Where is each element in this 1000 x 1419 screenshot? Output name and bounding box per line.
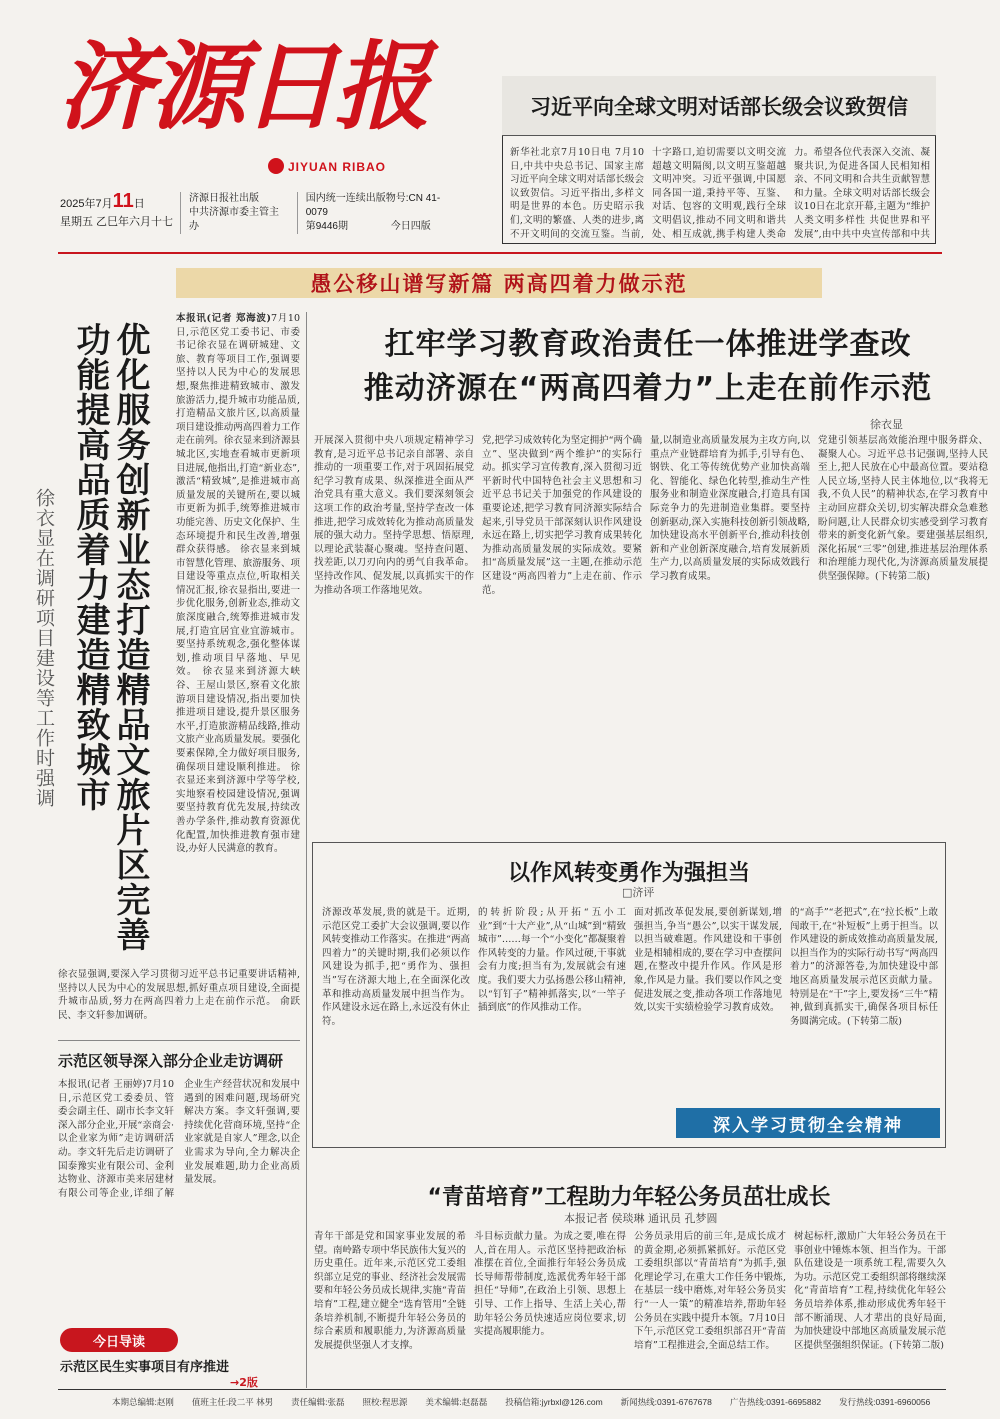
guide-page-ref-label: 2版 (239, 1376, 258, 1389)
left-story-editor: 俞跃民、李文轩参加调研。 (58, 996, 300, 1021)
top-story-col3: 力。希望各位代表深入交流、凝聚共识,为促进各国人民相知相亲、不同文明和合共生贡献智慧和力量。全球文明对话部长级会议10日在北京开幕,主题为“维护人类文明多样性 共促世界和平发展”,由中共中央宣传部和中共 (794, 147, 930, 240)
bottom-story-headline: “青苗培育”工程助力年轻公务员茁壮成长 (427, 1185, 831, 1210)
weekday-lunar: 星期五 乙巳年六月十七 (60, 216, 174, 228)
commentary-col1: 济源改革发展,贵的就是干。近期,示范区党工委扩大会议强调,要以作风转变推动工作落实。在推进“两高四着力”的关键时期,我们必须以作风建设为抓手,把“勇作为、强担当”写在济源大地上,在全面深化改革和推动高质量发展中担当作为。作风建设永远在路上,永远没有休止符。 (322, 907, 470, 1027)
date-prefix: 2025年7月 (60, 198, 113, 210)
bottom-story-col4: 树起标杆,激励广大年轻公务员在干事创业中锤炼本领、担当作为。干部队伍建设是一项系统工程,需要久久为功。示范区党工委组织部将继续深化“青苗培育”工程,持续优化年轻公务员培养体系,推动形成优秀年轻干部不断涌现、人才辈出的良好局面,为加快建设中部地区高质量发展示范区提供坚强组织保证。(下转第二版) (794, 1231, 946, 1351)
footer-chief: 本期总编辑:赵刚 (112, 1397, 174, 1407)
footer-ad-tel: 广告热线:0391-6695882 (729, 1397, 822, 1407)
footer (0, 1392, 1000, 1412)
commentary-headline: 以作风转变勇作为强担当 (507, 861, 750, 886)
issue-date (60, 190, 173, 229)
newspaper-pinyin: JIYUAN RIBAO (288, 160, 387, 174)
study-tag: 深入学习贯彻全会精神 (676, 1108, 940, 1138)
top-story-col1: 新华社北京7月10日电 7月10日,中共中央总书记、国家主席习近平向全球文明对话部长级会议致贺信。习近平指出,多样文明是世界的本色。历史昭示我们,文明的繁盛、人类的进步,离不开文明间的交流互鉴。当前, (510, 147, 644, 240)
left-story-body5: 徐衣显强调,要深入学习贯彻习近平总书记重要讲话精神,坚持以人民为中心的发展思想,抓好重点项目建设,全面提升城市品质,努力在两高四着力上走在前作示范。 (58, 969, 300, 1008)
left-story-body-bottom (58, 968, 300, 1028)
left-story-body3: 徐衣显来到济源大峡谷、王屋山景区,察看文化旅游项目建设情况,指出要加快推进项目建设,提升景区服务水平,打造旅游精品线路,推动文旅产业高质量发展。要强化要素保障,全力做好项目服务,确保项目建设顺利推进。 (176, 666, 300, 773)
header-divider (58, 252, 942, 254)
top-story-col2: 十字路口,迫切需要以文明交流超越文明隔阂,以文明互鉴超越文明冲突。习近平强调,中国愿同各国一道,秉持平等、互鉴、对话、包容的文明观,践行全球文明倡议,推动不同文明和谐共处、相互成就,携手构建人类命 (652, 147, 786, 240)
page-count: 今日四版 (390, 221, 431, 232)
commentary-col2: 的转折阶段;从开拓“五小工业”到“十大产业”,从“山城”到“精致城市”……每一个“小变化”都凝聚着作风转变的力量。作风过硬,干事就会有力度;担当有为,发展就会有速度。我们要大力弘扬愚公移山精神,以“钉钉子”精神抓落实,以“一竿子插到底”的作风推动工作。 (478, 907, 626, 1014)
guide-item[interactable] (60, 1356, 229, 1375)
left-story-body-top (176, 312, 300, 952)
publisher-cell (180, 192, 297, 234)
left-small-body: 本报讯(记者 王丽婷)7月10日,示范区党工委委员、管委会副主任、副市长李文轩深入部分企业,开展“亲商会·以企业家为师”走访调研活动。李文轩先后走访调研了国泰豫实业有限公司、金利达物业、济源市美来居建材有限公司等企业,详细了解企业生产经营状况和发展中遇到的困难问题,现场研究解决方案。李文轩强调,要持续优化营商环境,坚持“企业家就是自家人”理念,以企业需求为导向,全力解决企业发展难题,助力企业高质量发展。 (58, 1079, 300, 1199)
bottom-story-col1: 青年干部是党和国家事业发展的希望。南岭路专项中华民族伟大复兴的历史重任。近年来,示范区党工委组织部立足党的事业、经济社会发展需要和年轻公务员成长规律,实施“青苗培育”工程,建立健全“选育管用”全链条培养机制,不断提升年轻公务员的综合素质和履职能力,为济源高质量发展提供坚强人才支撑。 (314, 1231, 466, 1351)
bottom-story-col3: 公务员录用后的前三年,是成长成才的黄金期,必须抓紧抓好。示范区党工委组织部以“青苗培育”为抓手,强化理论学习,在重大工作任务中锻炼,在基层一线中磨炼,对年轻公务员实行“一人一策”的精准培养,帮助年轻公务员在实践中提升本领。7月10日下午,示范区党工委组织部召开“青苗培育”工程推进会,全面总结工作。 (634, 1231, 786, 1351)
left-small-headline: 示范区领导深入部分企业走访调研 (58, 1052, 284, 1070)
left-story-headline (60, 322, 150, 962)
date-day: 11 (112, 190, 134, 212)
main-headline-line2: 推动济源在“两高四着力”上走在前作示范 (363, 371, 933, 406)
guide-tag-label: 今日导读 (92, 1334, 145, 1350)
left-story-subtitle: 徐衣显在调研项目建设等工作时强调 (33, 488, 55, 808)
main-headline-line1: 扛牢学习教育政治责任一体推进学查改 (384, 327, 912, 362)
footer-divider (58, 1389, 946, 1390)
footer-editor: 责任编辑:张磊 (291, 1397, 345, 1407)
footer-art: 美术编辑:赵磊磊 (425, 1397, 488, 1407)
column-divider (306, 312, 307, 1388)
main-story-headline (308, 323, 988, 411)
main-story-author: 徐衣显 (870, 418, 903, 431)
issue-number: 第9446期 (305, 221, 348, 232)
main-story-col3: 量,以制造业高质量发展为主攻方向,以重点产业链群培育为抓手,引导有色、钢铁、化工等传统优势产业加快高端化、智能化、绿色化转型,推动生产性服务业和制造业深度融合,打造具有国际竞争力的先进制造业集群。要坚持创新驱动,深入实施科技创新引领战略,加快建设高水平创新平台,推动科技创新和产业创新深度融合,培育发展新质生产力,以高质量发展的实际成效践行学习教育成果。 (650, 435, 810, 582)
newspaper-logo-icon (268, 158, 284, 174)
left-story-body4: 徐衣显还来到济源中学等学校,实地察看校园建设情况,强调要坚持教育优先发展,持续改善办学条件,推动教育资源优化配置,加快推进教育强市建设,办好人民满意的教育。 (176, 761, 300, 855)
main-story-col1: 开展深入贯彻中央八项规定精神学习教育,是习近平总书记亲自部署、亲自推动的一项重要工作,对于巩固拓展党纪学习教育成果、纵深推进全面从严治党具有重大意义。我们要深刻领会这项工作的政治考量,坚持学查改一体推进,把学习成效转化为推动高质量发展的强大动力。坚持学思想、悟原理,以理论武装凝心聚魂。坚持查问题、找差距,以刀刃向内的勇气自我革命。坚持改作风、促发展,以真抓实干的作为推动各项工作落地见效。 (314, 435, 474, 596)
commentary-author: □济评 (622, 886, 655, 899)
left-divider (58, 1040, 300, 1041)
commentary-col4: 的“高手”“老把式”,在“拉长板”上敢闯敢干,在“补短板”上勇于担当。以作风建设的新成效推动高质量发展,以担当作为的实际行动书写“两高四着力”的济源答卷,为加快建设中部地区高质量发展示范区贡献力量。特别是在“干”字上,要发扬“三牛”精神,做到真抓实干,确保各项目标任务圆满完成。(下转第二版) (790, 907, 938, 1027)
guide-page-ref[interactable] (230, 1374, 258, 1390)
cn-number: 国内统一连续出版物号:CN 41-0079 (305, 193, 441, 218)
arrow-right-icon: → (230, 1376, 240, 1389)
left-story-body2: 徐衣显来到城市智慧化管理、旅游服务、项目建设等重点点位,听取相关情况汇报,徐衣显指出,要进一步优化服务,创新业态,推动文旅深度融合,统筹推进城市发展,打造宜居宜业宜游城市。要坚持系统观念,强化整体谋划,推动项目早落地、早见效。 (176, 544, 300, 678)
left-story-byline: 本报讯(记者 郑海波) (176, 313, 272, 324)
left-story-body1: 7月10日,示范区党工委书记、市委书记徐衣显在调研城建、文旅、教育等项目工作,强调要坚持以人民为中心的发展思想,聚焦推进精致城市、激发旅游活力,提升城市功能品质,打造精品文旅片区,以高质量项目建设推动两高四着力工作走在前列。徐衣显来到济源县城北区,实地查看城市更新项目进展,他指出,打造“新业态”,激活“精致城”,是推进城市高质量发展的关键所在,要以城市更新为抓手,统筹推进城市功能完善、历史文化保护、生态环境提升和民生改善,增强群众获得感。 (176, 313, 300, 556)
guide-item-title: 示范区民生实事项目有序推进 (60, 1360, 230, 1375)
date-suffix: 日 (133, 198, 145, 210)
left-headline-line2: 优化服务创新业态打造精品文旅片区 (110, 322, 150, 882)
left-headline-line1: 完善功能提高品质着力建造精致城市 (70, 322, 150, 952)
cn-cell (297, 192, 470, 234)
main-story-col4: 党建引领基层高效能治理中服务群众、凝聚人心。习近平总书记强调,坚持人民至上,把人民放在心中最高位置。要站稳人民立场,坚持人民主体地位,以“我将无我,不负人民”的精神状态,在学习教育中主动回应群众关切,切实解决群众急难愁盼问题,让人民群众切实感受到学习教育带来的新变化新气象。要建强基层组织,深化拓展“三零”创建,推进基层治理体系和治理能力现代化,为济源高质量发展提供坚强保障。(下转第二版) (818, 435, 988, 582)
top-story-headline: 习近平向全球文明对话部长级会议致贺信 (502, 76, 936, 136)
main-story-col2: 党,把学习成效转化为坚定拥护“两个确立”、坚决做到“两个维护”的实际行动。抓实学习宣传教育,深入贯彻习近平新时代中国特色社会主义思想和习近平总书记关于加强党的作风建设的重要论述,把学习教育同济源实际结合起来,引导党员干部深刻认识作风建设永远在路上,切实把学习教育成果转化为推动高质量发展的实际成效。要紧扣“高质量发展”这一主题,在推动示范区建设“两高四着力”上走在前、作示范。 (482, 435, 642, 596)
newspaper-title: 济源日报 (58, 30, 426, 143)
publisher-line1: 济源日报社出版 (189, 193, 259, 204)
publisher-line2: 中共济源市委主管主办 (189, 207, 279, 232)
issue-info (180, 192, 470, 234)
theme-banner: 愚公移山谱写新篇 两高四着力做示范 (176, 268, 822, 298)
bottom-story-byline: 本报记者 侯琰琳 通讯员 孔梦圆 (564, 1212, 718, 1225)
commentary-col3: 面对抓改革促发展,要创新谋划,增强担当,争当“愚公”,以实干谋发展,以担当破难题。作风建设和干事创业是相辅相成的,要在学习中查摆问题,在整改中提升作风。作风是形象,作风是力量。我们要以作风之变促进发展之变,推动各项工作落地见效,以实干实绩检验学习教育成效。 (634, 907, 782, 1014)
guide-tag (60, 1328, 178, 1352)
footer-proof: 照校:程思源 (362, 1397, 408, 1407)
bottom-story-col2: 斗目标贡献力量。为成之要,唯在得人,首在用人。示范区坚持把政治标准摆在首位,全面推行年轻公务员成长导师帮带制度,选派优秀年轻干部担任“导师”,在政治上引领、思想上引导、工作上指导、生活上关心,帮助年轻公务员快速适应岗位要求,切实提高履职能力。 (474, 1231, 626, 1338)
footer-dist-tel: 发行热线:0391-6960056 (839, 1397, 931, 1407)
masthead (58, 32, 438, 182)
footer-duty: 值班主任:段二平 林男 (191, 1397, 274, 1407)
footer-news-tel: 新闻热线:0391-6767678 (620, 1397, 712, 1407)
footer-email: 投稿信箱:jyrbxl@126.com (505, 1397, 603, 1407)
